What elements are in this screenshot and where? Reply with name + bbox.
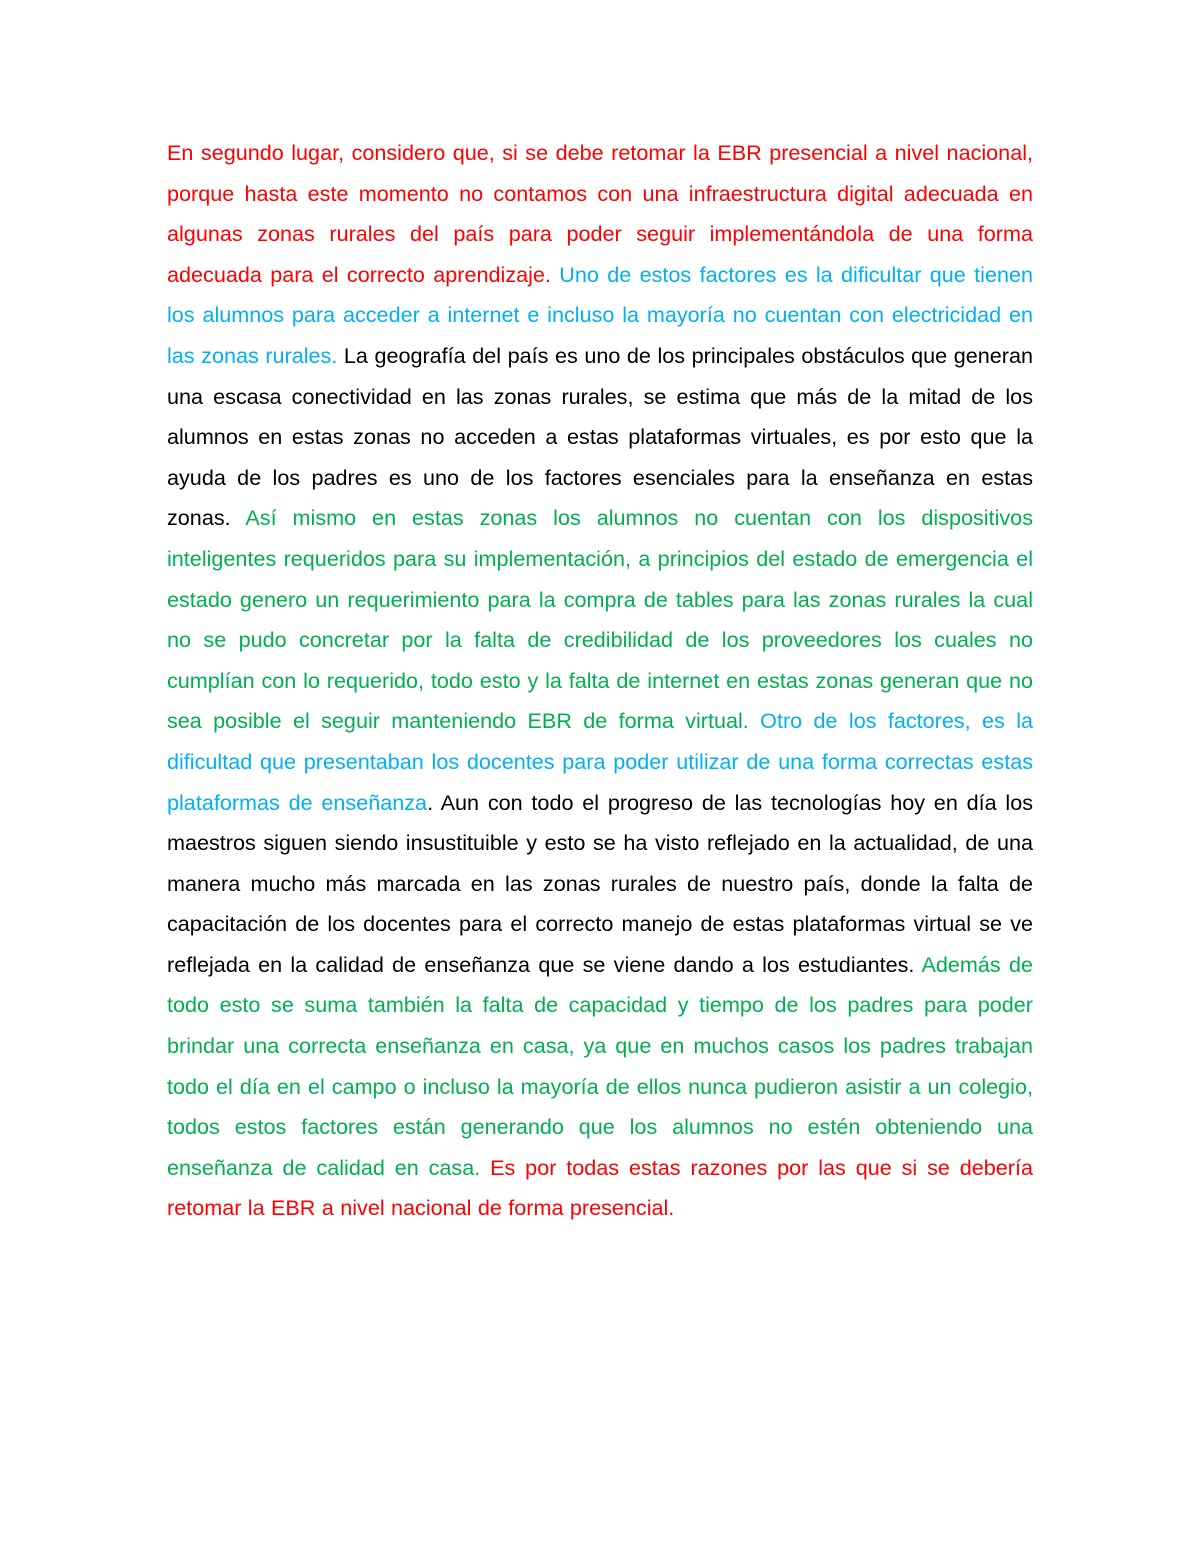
text-segment-black-training: . Aun con todo el progreso de las tecnologías hoy en día los maestros siguen siendo insustituible y esto se ha visto reflejado en la actualidad, de una manera mucho más marcada en las zonas rurales de nuestro país, donde la falta de capacitación de los docentes para el correcto manejo de estas plataformas virtual se ve reflejada en la calidad de enseñanza que se viene dando a los estudiantes.	[167, 789, 1033, 977]
text-segment-green-parents: Además de todo esto se suma también la falta de capacidad y tiempo de los padres para poder brindar una correcta enseñanza en casa, ya que en muchos casos los padres trabajan todo el día en el campo o incluso la mayoría de ellos nunca pudieron asistir a un colegio, todos estos factores están generando que los alumnos no estén obteniendo una enseñanza de calidad en casa.	[167, 951, 1033, 1180]
text-segment-green-devices: Así mismo en estas zonas los alumnos no cuentan con los dispositivos inteligentes requeridos para su implementación, a principios del estado de emergencia el estado genero un requerimiento para la compra de tables para las zonas rurales la cual no se pudo concretar por la falta de credibilidad de los proveedores los cuales no cumplían con lo requerido, todo esto y la falta de internet en estas zonas generan que no sea posible el seguir manteniendo EBR de forma virtual.	[167, 505, 1033, 734]
text-segment-black-geography: La geografía del país es uno de los principales obstáculos que generan una escasa conectividad en las zonas rurales, se estima que más de la mitad de los alumnos en estas zonas no acceden a estas plataformas virtuales, es por esto que la ayuda de los padres es uno de los factores esenciales para la enseñanza en estas zonas.	[167, 342, 1033, 531]
text-segment-blue-teachers: Otro de los factores, es la dificultad que presentaban los docentes para poder utilizar de una forma correctas estas plataformas de enseñanza	[167, 708, 1033, 815]
body-paragraph	[167, 133, 1033, 1229]
text-segment-red-intro: En segundo lugar, considero que, si se debe retomar la EBR presencial a nivel nacional, porque hasta este momento no contamos con una infraestructura digital adecuada en algunas zonas rurales del país para poder seguir implementándola de una forma adecuada para el correcto aprendizaje.	[167, 140, 1033, 287]
text-segment-red-conclusion: Es por todas estas razones por las que si se debería retomar la EBR a nivel nacional de forma presencial.	[167, 1154, 1033, 1221]
text-segment-blue-internet: Uno de estos factores es la dificultar que tienen los alumnos para acceder a internet e incluso la mayoría no cuentan con electricidad en las zonas rurales.	[167, 261, 1033, 368]
